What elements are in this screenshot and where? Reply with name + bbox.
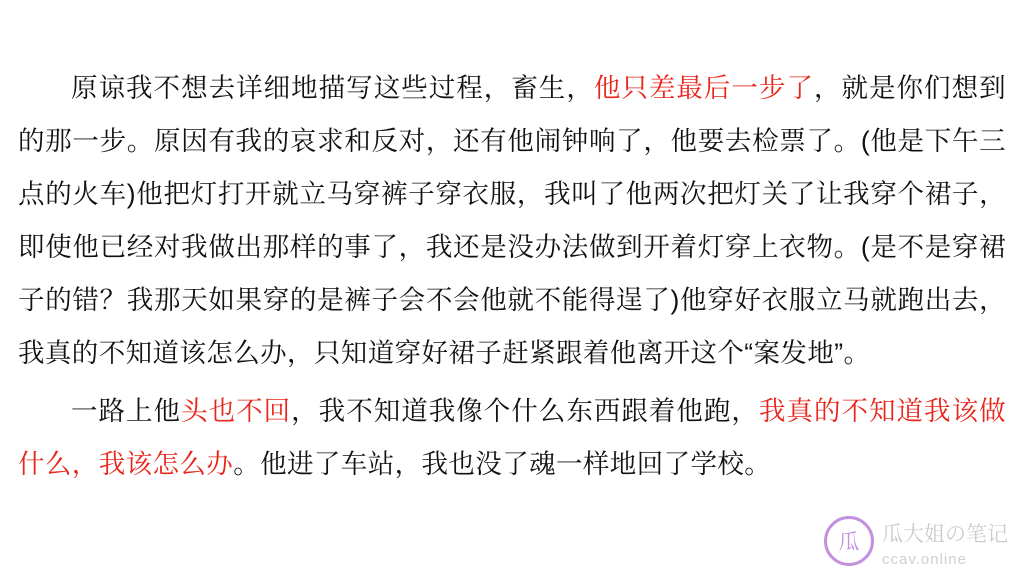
watermark-logo-icon: 瓜 — [824, 516, 874, 566]
text-run: ，我不知道我像个什么东西跟着他跑， — [291, 396, 759, 426]
text-run: 一路上他 — [71, 396, 182, 426]
paragraph-2 — [18, 385, 1006, 491]
highlighted-text-run: 头也不回 — [181, 396, 292, 426]
watermark-subtitle: ccav.online — [882, 551, 967, 568]
text-run: 。他进了车站，我也没了魂一样地回了学校。 — [233, 449, 772, 479]
highlighted-text-run: 他只差最后一步了 — [593, 73, 814, 103]
document-body — [18, 62, 1006, 491]
paragraph-1 — [18, 62, 1006, 380]
highlighted-text-run: 我真的不知道我该做什么，我该怎么办 — [18, 396, 1006, 479]
text-run: ，就是你们想到的那一步。原因有我的哀求和反对，还有他闹钟响了，他要去检票了。(他是下午三点的火车)他把灯打开就立马穿裤子穿衣服，我叫了他两次把灯关了让我穿个裙子，即使他已经对我做出那样的事了，我还是没办法做到开着灯穿上衣物。(是不是穿裙子的错？我那天如果穿的是裤子会不会他就不能得逞了)他穿好衣服立马就跑出去，我真的不知道该怎么办，只知道穿好裙子赶紧跟着他离开这个“案发地”。 — [18, 73, 1006, 368]
text-run: 原谅我不想去详细地描写这些过程，畜生， — [71, 73, 594, 103]
watermark-title: 瓜大姐の笔记 — [882, 523, 1008, 546]
